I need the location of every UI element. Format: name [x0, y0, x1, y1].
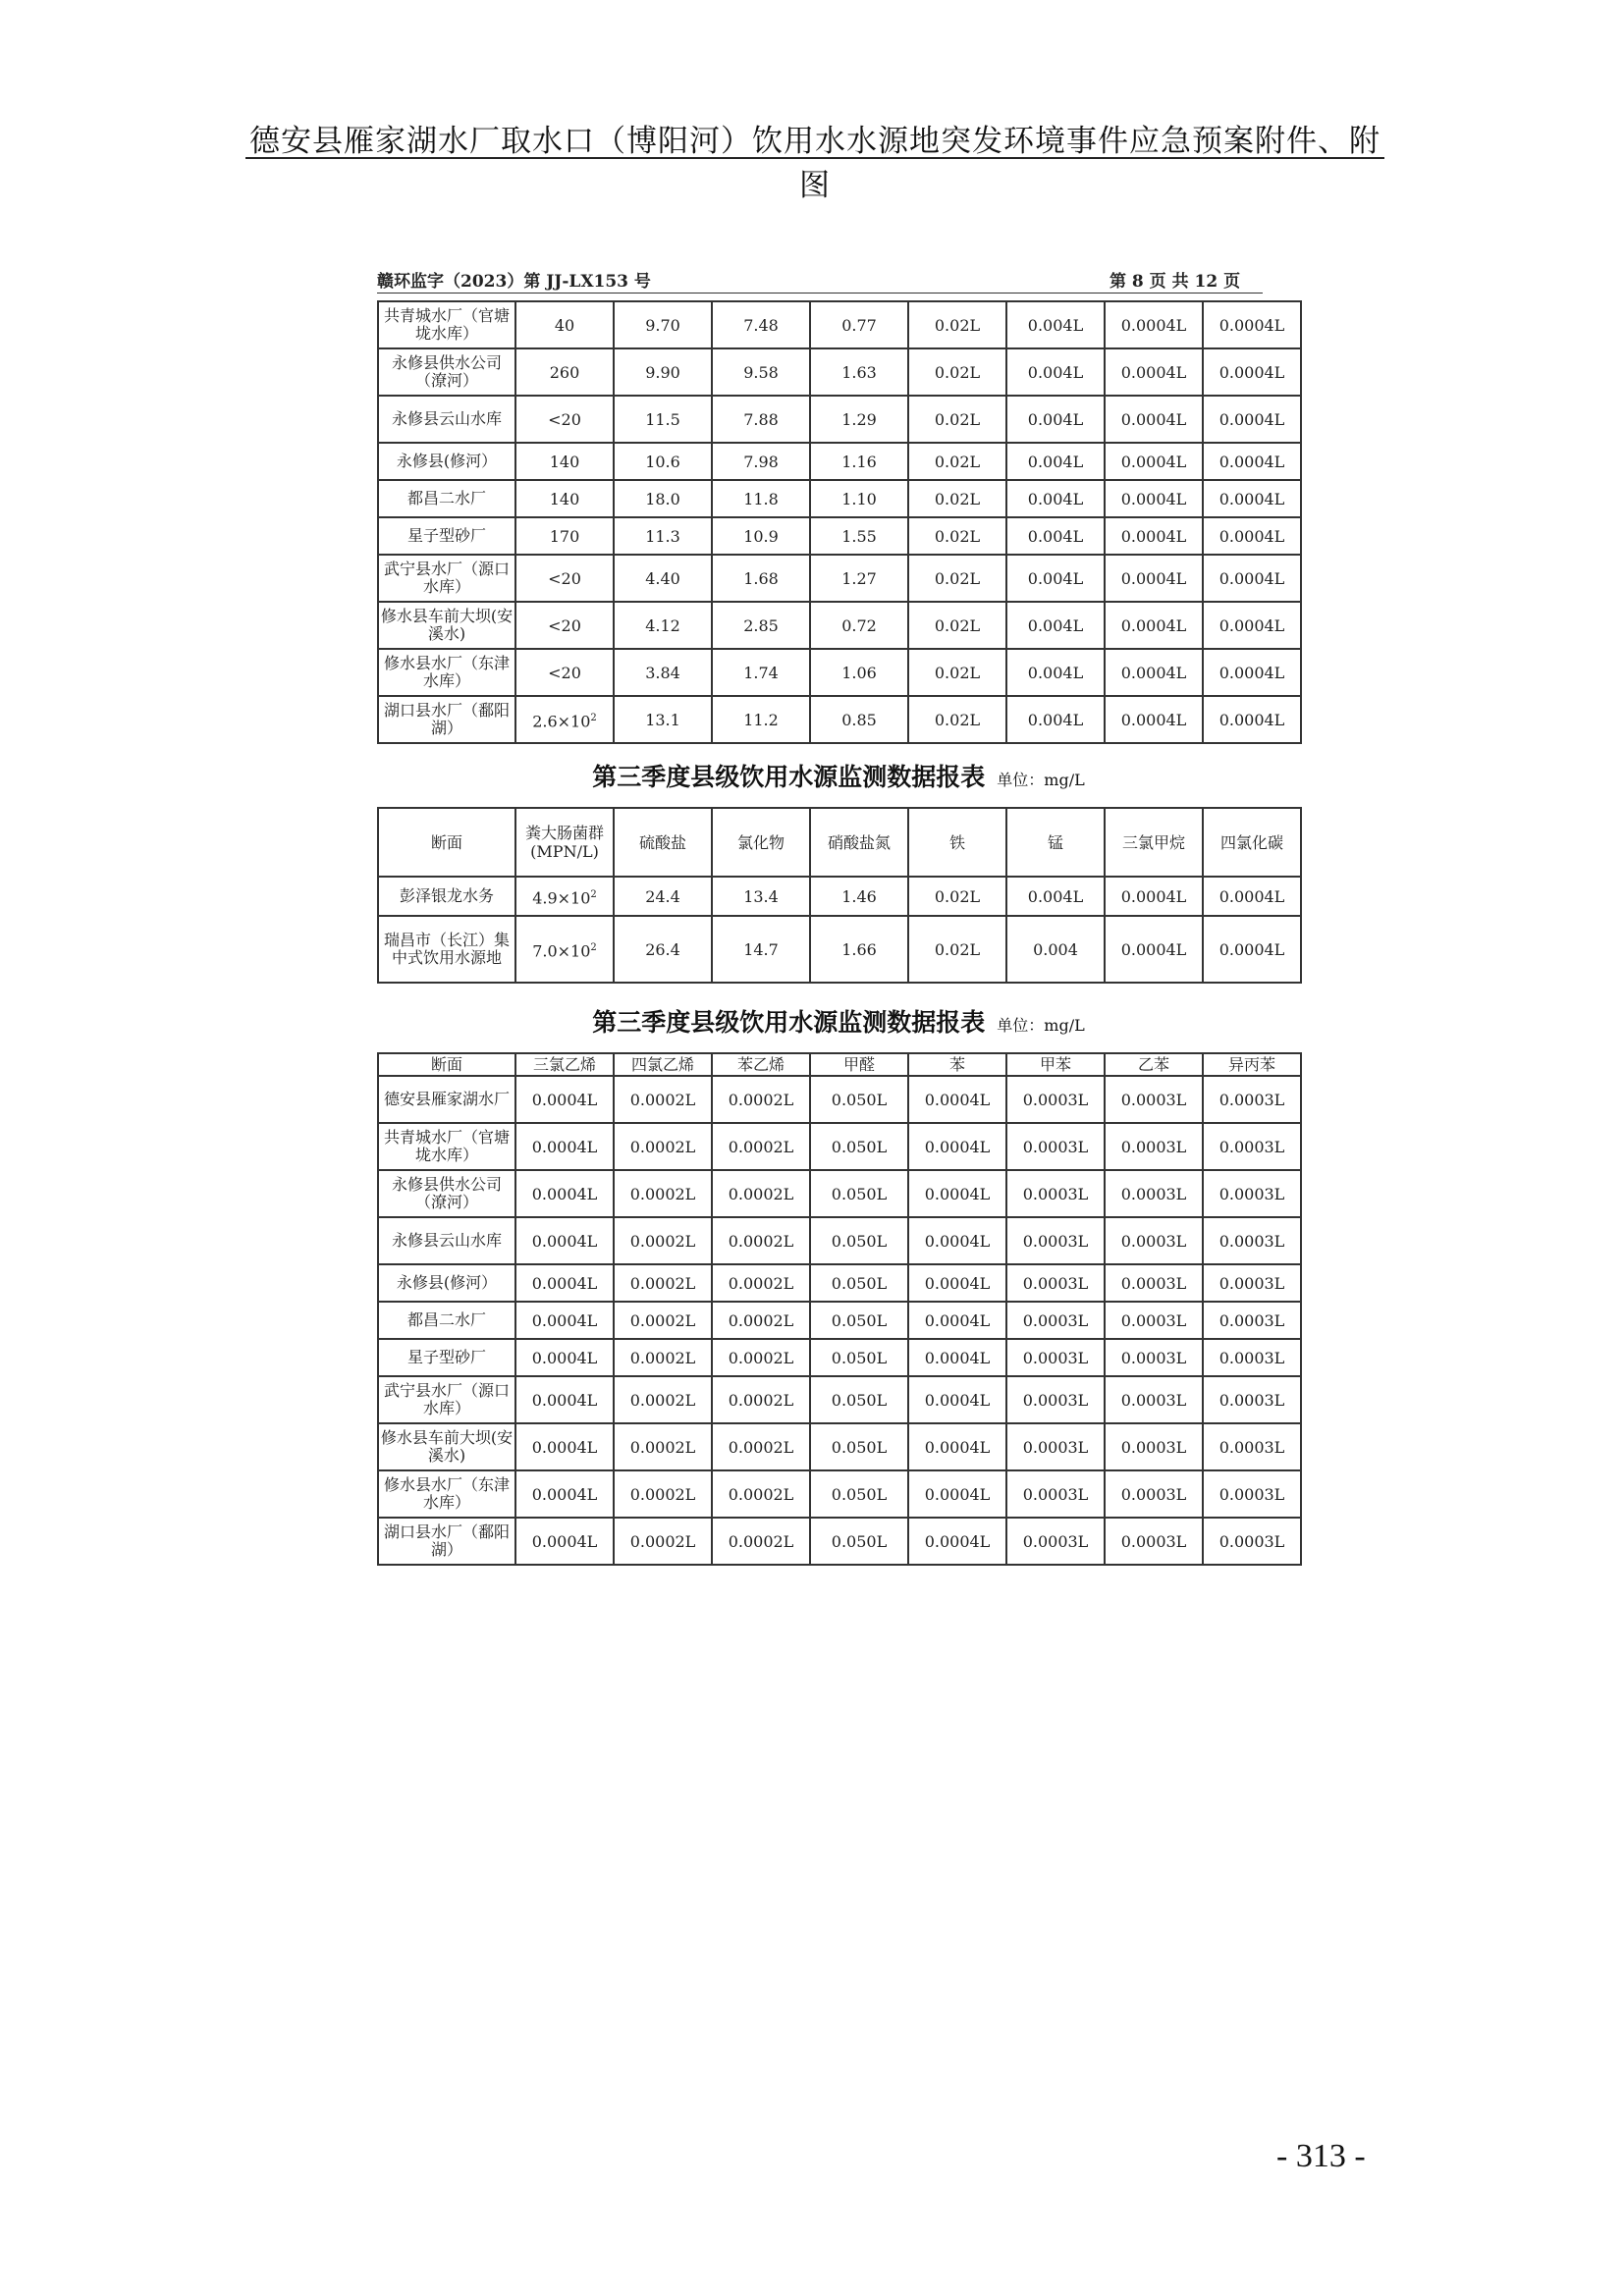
value-cell: 0.0002L — [712, 1339, 810, 1376]
value-cell: 13.1 — [614, 696, 712, 743]
column-header: 四氯乙烯 — [614, 1053, 712, 1076]
value-cell: 0.004L — [1006, 301, 1105, 348]
station-name-cell: 共青城水厂（官塘垅水库） — [378, 1123, 515, 1170]
column-header: 硫酸盐 — [614, 808, 712, 877]
table-row — [378, 1217, 1301, 1264]
station-name-cell: 武宁县水厂（源口水库） — [378, 1376, 515, 1423]
value-cell: 0.0002L — [614, 1470, 712, 1518]
station-name-cell: 星子型砂厂 — [378, 1339, 515, 1376]
value-cell: 0.004L — [1006, 517, 1105, 555]
value-cell: 0.0002L — [712, 1170, 810, 1217]
value-cell: 0.0004L — [515, 1076, 614, 1123]
value-cell: 0.0003L — [1006, 1302, 1105, 1339]
value-cell: 0.0004L — [1203, 555, 1301, 602]
column-header: 氯化物 — [712, 808, 810, 877]
value-cell: 1.46 — [810, 877, 908, 916]
value-cell: 0.004 — [1006, 916, 1105, 983]
value-cell: 0.0002L — [614, 1217, 712, 1264]
station-name-cell: 德安县雁家湖水厂 — [378, 1076, 515, 1123]
value-cell: 0.0004L — [1105, 348, 1203, 396]
station-name-cell: 星子型砂厂 — [378, 517, 515, 555]
station-name-cell: 永修县(修河） — [378, 1264, 515, 1302]
table-row — [378, 1518, 1301, 1565]
value-cell: 7.88 — [712, 396, 810, 443]
table2-unit: 单位：mg/L — [997, 771, 1085, 789]
value-cell: 0.050L — [810, 1423, 908, 1470]
table2-title: 第三季度县级饮用水源监测数据报表 — [592, 763, 986, 791]
value-cell: 4.40 — [614, 555, 712, 602]
monitoring-table-continued — [377, 300, 1302, 744]
column-header: 乙苯 — [1105, 1053, 1203, 1076]
table3-title: 第三季度县级饮用水源监测数据报表 — [592, 1008, 986, 1037]
value-cell: $2.6\times 10^2$ — [515, 696, 614, 743]
value-cell: 9.58 — [712, 348, 810, 396]
value-cell: 0.004L — [1006, 396, 1105, 443]
value-cell: 0.0002L — [712, 1264, 810, 1302]
value-cell: <20 — [515, 602, 614, 649]
value-cell: 0.0004L — [1203, 649, 1301, 696]
value-cell: 1.63 — [810, 348, 908, 396]
value-cell: 0.0004L — [1203, 396, 1301, 443]
value-cell: 0.0002L — [614, 1170, 712, 1217]
value-cell: 0.02L — [908, 696, 1006, 743]
table-row — [378, 916, 1301, 983]
value-cell: 0.050L — [810, 1376, 908, 1423]
column-header: 苯乙烯 — [712, 1053, 810, 1076]
value-cell: 0.0002L — [614, 1376, 712, 1423]
table-row — [378, 555, 1301, 602]
station-name-cell: 修水县水厂（东津水库） — [378, 649, 515, 696]
value-cell: 0.0004L — [1203, 443, 1301, 480]
value-cell: 0.0004L — [515, 1217, 614, 1264]
value-cell: 1.29 — [810, 396, 908, 443]
value-cell: 0.0003L — [1006, 1376, 1105, 1423]
page-number: - 313 - — [1276, 2138, 1366, 2174]
value-cell: 0.0003L — [1105, 1076, 1203, 1123]
value-cell: 4.12 — [614, 602, 712, 649]
table-row — [378, 396, 1301, 443]
value-cell: 0.0004L — [1105, 480, 1203, 517]
table-header-row — [378, 808, 1301, 877]
value-cell: $4.9\times 10^2$ — [515, 877, 614, 916]
value-cell: 0.77 — [810, 301, 908, 348]
value-cell: 0.0004L — [1105, 916, 1203, 983]
value-cell: 0.0003L — [1105, 1170, 1203, 1217]
value-cell: 0.02L — [908, 443, 1006, 480]
value-cell: 0.050L — [810, 1302, 908, 1339]
value-cell: <20 — [515, 396, 614, 443]
value-cell: 0.0003L — [1105, 1518, 1203, 1565]
column-header: 异丙苯 — [1203, 1053, 1301, 1076]
station-name-cell: 彭泽银龙水务 — [378, 877, 515, 916]
table-row — [378, 602, 1301, 649]
value-cell: 0.02L — [908, 348, 1006, 396]
table-row — [378, 480, 1301, 517]
value-cell: 0.0004L — [908, 1076, 1006, 1123]
station-name-cell: 永修县供水公司（潦河） — [378, 1170, 515, 1217]
value-cell: 0.0003L — [1105, 1217, 1203, 1264]
value-cell: 0.0003L — [1006, 1470, 1105, 1518]
value-cell: 0.0004L — [908, 1376, 1006, 1423]
value-cell: 0.004L — [1006, 348, 1105, 396]
value-cell: 0.0002L — [712, 1302, 810, 1339]
value-cell: 0.02L — [908, 649, 1006, 696]
value-cell: 0.02L — [908, 602, 1006, 649]
monitoring-table-organic — [377, 1052, 1302, 1566]
value-cell: 0.0004L — [1203, 517, 1301, 555]
value-cell: 170 — [515, 517, 614, 555]
station-name-cell: 共青城水厂（官塘垅水库） — [378, 301, 515, 348]
value-cell: <20 — [515, 555, 614, 602]
value-cell: 0.0003L — [1203, 1518, 1301, 1565]
value-cell: 0.0002L — [614, 1076, 712, 1123]
value-cell: 0.0004L — [515, 1376, 614, 1423]
value-cell: 0.0004L — [1105, 602, 1203, 649]
column-header: 三氯甲烷 — [1105, 808, 1203, 877]
value-cell: 0.0004L — [515, 1518, 614, 1565]
value-cell: 0.0004L — [908, 1518, 1006, 1565]
value-cell: 10.9 — [712, 517, 810, 555]
value-cell: 0.85 — [810, 696, 908, 743]
value-cell: 0.004L — [1006, 443, 1105, 480]
value-cell: 13.4 — [712, 877, 810, 916]
value-cell: 0.004L — [1006, 555, 1105, 602]
value-cell: 0.72 — [810, 602, 908, 649]
value-cell: 1.55 — [810, 517, 908, 555]
station-name-cell: 湖口县水厂（鄱阳湖） — [378, 1518, 515, 1565]
value-cell: 0.0003L — [1203, 1470, 1301, 1518]
value-cell: 11.8 — [712, 480, 810, 517]
station-name-cell: 都昌二水厂 — [378, 1302, 515, 1339]
column-header: 硝酸盐氮 — [810, 808, 908, 877]
table-row — [378, 1170, 1301, 1217]
table-row — [378, 1264, 1301, 1302]
value-cell: 0.0003L — [1006, 1123, 1105, 1170]
value-cell: 0.0004L — [1203, 877, 1301, 916]
value-cell: 0.0003L — [1203, 1076, 1301, 1123]
column-header: 锰 — [1006, 808, 1105, 877]
value-cell: 0.0004L — [1105, 443, 1203, 480]
table2-title-block — [377, 758, 1300, 793]
value-cell: 0.0002L — [712, 1518, 810, 1565]
value-cell: 0.0004L — [908, 1123, 1006, 1170]
value-cell: 0.0004L — [515, 1170, 614, 1217]
value-cell: 0.0004L — [1105, 517, 1203, 555]
value-cell: 3.84 — [614, 649, 712, 696]
value-cell: 0.02L — [908, 517, 1006, 555]
value-cell: 11.5 — [614, 396, 712, 443]
table-header-row — [378, 1053, 1301, 1076]
value-cell: 0.0003L — [1203, 1423, 1301, 1470]
value-cell: 0.0002L — [712, 1123, 810, 1170]
value-cell: 0.0004L — [908, 1264, 1006, 1302]
value-cell: 0.050L — [810, 1123, 908, 1170]
value-cell: 0.050L — [810, 1170, 908, 1217]
value-cell: 0.0003L — [1006, 1518, 1105, 1565]
report-header-divider — [377, 293, 1263, 294]
value-cell: 0.0003L — [1006, 1076, 1105, 1123]
table-row — [378, 301, 1301, 348]
station-name-cell: 修水县车前大坝(安溪水) — [378, 602, 515, 649]
monitoring-table-inorganic — [377, 807, 1302, 984]
table-row — [378, 1339, 1301, 1376]
value-cell: 140 — [515, 480, 614, 517]
value-cell: 0.0002L — [712, 1376, 810, 1423]
value-cell: 0.0002L — [712, 1423, 810, 1470]
value-cell: 260 — [515, 348, 614, 396]
station-name-cell: 修水县车前大坝(安溪水) — [378, 1423, 515, 1470]
value-cell: 0.0004L — [908, 1423, 1006, 1470]
value-cell: 0.0004L — [908, 1470, 1006, 1518]
table-row — [378, 348, 1301, 396]
value-cell: 0.0004L — [1105, 301, 1203, 348]
value-cell: 0.0003L — [1203, 1217, 1301, 1264]
value-cell: 0.004L — [1006, 480, 1105, 517]
column-header: 粪大肠菌群(MPN/L) — [515, 808, 614, 877]
value-cell: 0.0003L — [1105, 1339, 1203, 1376]
value-cell: 0.0004L — [1203, 480, 1301, 517]
table-row — [378, 517, 1301, 555]
value-cell: 1.74 — [712, 649, 810, 696]
station-name-cell: 修水县水厂（东津水库） — [378, 1470, 515, 1518]
value-cell: 0.0003L — [1203, 1123, 1301, 1170]
value-cell: 0.0004L — [515, 1264, 614, 1302]
column-header: 甲苯 — [1006, 1053, 1105, 1076]
table-row — [378, 1423, 1301, 1470]
value-cell: 0.0003L — [1203, 1170, 1301, 1217]
value-cell: 9.90 — [614, 348, 712, 396]
report-page-count: 第 8 页 共 12 页 — [1110, 272, 1241, 292]
page-header-title: 德安县雁家湖水厂取水口（博阳河）饮用水水源地突发环境事件应急预案附件、附图 — [249, 124, 1380, 203]
value-cell: 0.0003L — [1006, 1170, 1105, 1217]
header-divider — [245, 157, 1384, 159]
value-cell: 26.4 — [614, 916, 712, 983]
value-cell: 0.0004L — [1203, 916, 1301, 983]
value-cell: <20 — [515, 649, 614, 696]
value-cell: 0.0004L — [1105, 877, 1203, 916]
value-cell: 0.0002L — [712, 1217, 810, 1264]
value-cell: 1.06 — [810, 649, 908, 696]
table-row — [378, 1470, 1301, 1518]
value-cell: 0.02L — [908, 916, 1006, 983]
value-cell: 0.050L — [810, 1339, 908, 1376]
value-cell: 0.0004L — [1203, 348, 1301, 396]
value-cell: 0.050L — [810, 1470, 908, 1518]
value-cell: 0.02L — [908, 301, 1006, 348]
value-cell: 0.0002L — [712, 1076, 810, 1123]
value-cell: 0.02L — [908, 396, 1006, 443]
value-cell: 0.050L — [810, 1518, 908, 1565]
value-cell: 0.0002L — [614, 1339, 712, 1376]
value-cell: 0.0004L — [1105, 696, 1203, 743]
value-cell: 0.0004L — [1105, 555, 1203, 602]
value-cell: 7.98 — [712, 443, 810, 480]
value-cell: 11.3 — [614, 517, 712, 555]
value-cell: 0.0003L — [1006, 1423, 1105, 1470]
value-cell: 0.0002L — [614, 1518, 712, 1565]
station-name-cell: 永修县云山水库 — [378, 396, 515, 443]
column-header: 断面 — [378, 808, 515, 877]
value-cell: 9.70 — [614, 301, 712, 348]
value-cell: 0.0003L — [1105, 1123, 1203, 1170]
column-header: 断面 — [378, 1053, 515, 1076]
station-name-cell: 瑞昌市（长江）集中式饮用水源地 — [378, 916, 515, 983]
value-cell: 0.004L — [1006, 649, 1105, 696]
value-cell: 0.0004L — [1203, 602, 1301, 649]
value-cell: 1.68 — [712, 555, 810, 602]
column-header: 苯 — [908, 1053, 1006, 1076]
station-name-cell: 永修县供水公司（潦河） — [378, 348, 515, 396]
station-name-cell: 永修县云山水库 — [378, 1217, 515, 1264]
table-row — [378, 696, 1301, 743]
value-cell: 140 — [515, 443, 614, 480]
station-name-cell: 都昌二水厂 — [378, 480, 515, 517]
value-cell: 0.0004L — [908, 1170, 1006, 1217]
value-cell: 0.004L — [1006, 696, 1105, 743]
value-cell: 0.0003L — [1105, 1376, 1203, 1423]
value-cell: 0.0004L — [515, 1302, 614, 1339]
value-cell: 0.0003L — [1006, 1339, 1105, 1376]
value-cell: 0.0003L — [1105, 1264, 1203, 1302]
table3-title-block — [377, 1003, 1300, 1039]
column-header: 甲醛 — [810, 1053, 908, 1076]
table3-unit: 单位：mg/L — [997, 1016, 1085, 1035]
table-row — [378, 877, 1301, 916]
value-cell: 1.66 — [810, 916, 908, 983]
value-cell: 24.4 — [614, 877, 712, 916]
station-name-cell: 武宁县水厂（源口水库） — [378, 555, 515, 602]
value-cell: 1.10 — [810, 480, 908, 517]
column-header: 四氯化碳 — [1203, 808, 1301, 877]
value-cell: 0.02L — [908, 480, 1006, 517]
value-cell: $7.0\times 10^2$ — [515, 916, 614, 983]
value-cell: 0.02L — [908, 877, 1006, 916]
value-cell: 0.0003L — [1203, 1302, 1301, 1339]
column-header: 三氯乙烯 — [515, 1053, 614, 1076]
value-cell: 0.0004L — [515, 1470, 614, 1518]
value-cell: 0.0004L — [1105, 649, 1203, 696]
value-cell: 0.0004L — [1105, 396, 1203, 443]
station-name-cell: 永修县(修河） — [378, 443, 515, 480]
value-cell: 1.16 — [810, 443, 908, 480]
value-cell: 0.0002L — [614, 1302, 712, 1339]
value-cell: 0.050L — [810, 1076, 908, 1123]
value-cell: 0.0004L — [1203, 301, 1301, 348]
value-cell: 0.0003L — [1006, 1217, 1105, 1264]
table-row — [378, 1302, 1301, 1339]
value-cell: 7.48 — [712, 301, 810, 348]
value-cell: 0.0004L — [908, 1339, 1006, 1376]
value-cell: 0.02L — [908, 555, 1006, 602]
value-cell: 10.6 — [614, 443, 712, 480]
value-cell: 0.0003L — [1105, 1302, 1203, 1339]
value-cell: 0.0002L — [614, 1264, 712, 1302]
value-cell: 0.0003L — [1203, 1339, 1301, 1376]
table-row — [378, 649, 1301, 696]
value-cell: 0.0003L — [1203, 1376, 1301, 1423]
value-cell: 18.0 — [614, 480, 712, 517]
value-cell: 0.0004L — [1203, 696, 1301, 743]
value-cell: 0.0002L — [614, 1423, 712, 1470]
value-cell: 0.0004L — [908, 1217, 1006, 1264]
table-row — [378, 1376, 1301, 1423]
value-cell: 14.7 — [712, 916, 810, 983]
value-cell: 0.0004L — [908, 1302, 1006, 1339]
value-cell: 11.2 — [712, 696, 810, 743]
station-name-cell: 湖口县水厂（鄱阳湖） — [378, 696, 515, 743]
table-row — [378, 443, 1301, 480]
document-reference: 赣环监字（2023）第 JJ-LX153 号 — [377, 272, 651, 292]
value-cell: 2.85 — [712, 602, 810, 649]
value-cell: 0.0003L — [1105, 1423, 1203, 1470]
value-cell: 0.0004L — [515, 1339, 614, 1376]
value-cell: 40 — [515, 301, 614, 348]
value-cell: 1.27 — [810, 555, 908, 602]
value-cell: 0.0003L — [1203, 1264, 1301, 1302]
value-cell: 0.0004L — [515, 1123, 614, 1170]
value-cell: 0.004L — [1006, 877, 1105, 916]
value-cell: 0.004L — [1006, 602, 1105, 649]
value-cell: 0.0003L — [1006, 1264, 1105, 1302]
value-cell: 0.0004L — [515, 1423, 614, 1470]
table-row — [378, 1076, 1301, 1123]
value-cell: 0.0003L — [1105, 1470, 1203, 1518]
table-row — [378, 1123, 1301, 1170]
value-cell: 0.0002L — [712, 1470, 810, 1518]
value-cell: 0.050L — [810, 1217, 908, 1264]
value-cell: 0.050L — [810, 1264, 908, 1302]
column-header: 铁 — [908, 808, 1006, 877]
value-cell: 0.0002L — [614, 1123, 712, 1170]
